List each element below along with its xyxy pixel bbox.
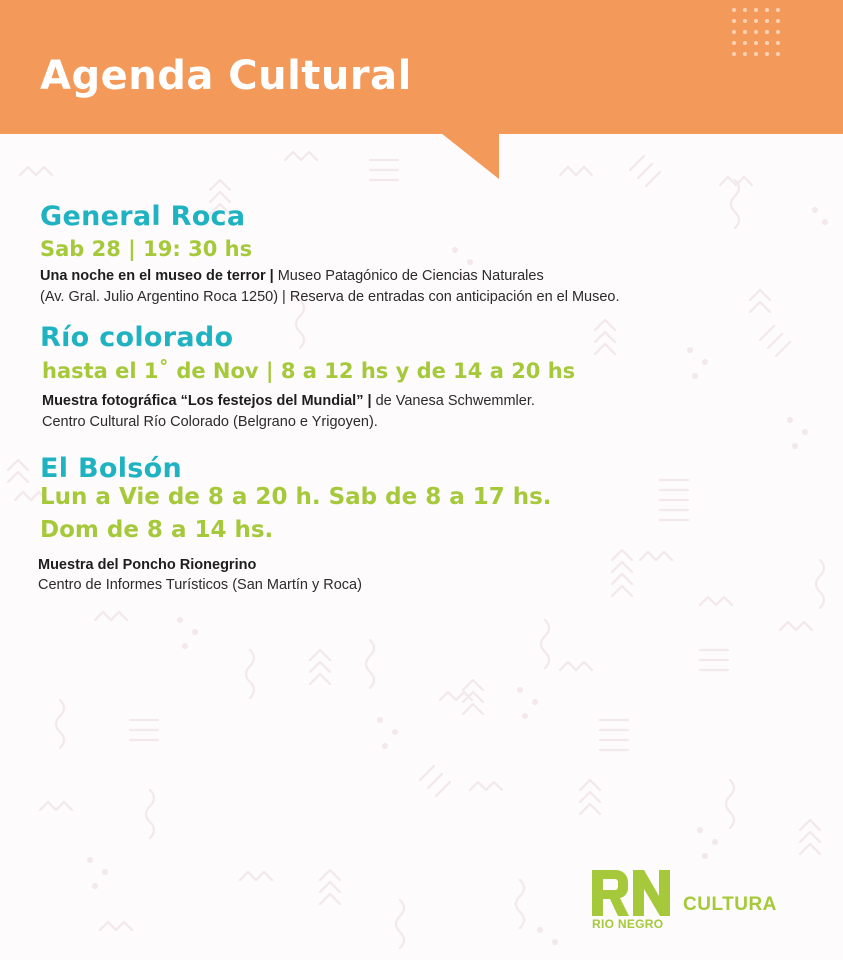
- event-city-el-bolson: El Bolsón: [40, 453, 183, 484]
- event-schedule-el-bolson-sunday: Dom de 8 a 14 hs.: [40, 517, 274, 543]
- header-speech-tail: [441, 133, 499, 179]
- event-address: (Av. Gral. Julio Argentino Roca 1250) | Reserva de entradas con anticipación en el Museo.: [40, 289, 620, 305]
- event-schedule-general-roca: Sab 28 | 19: 30 hs: [40, 237, 253, 261]
- event-venue: Museo Patagónico de Ciencias Naturales: [273, 268, 544, 284]
- event-city-rio-colorado: Río colorado: [40, 322, 234, 353]
- event-description-line: [38, 555, 256, 576]
- event-venue: Centro Cultural Río Colorado (Belgrano e Yrigoyen).: [42, 414, 378, 430]
- event-description-line: [40, 287, 620, 308]
- page-title: Agenda Cultural: [40, 53, 412, 99]
- event-title: Una noche en el museo de terror |: [40, 268, 274, 284]
- event-title: Muestra del Poncho Rionegrino: [38, 557, 257, 573]
- event-venue: Centro de Informes Turísticos (San Martín y Roca): [38, 577, 362, 593]
- event-description-line: [42, 391, 535, 412]
- event-description-line: [38, 575, 362, 596]
- event-author: de Vanesa Schwemmler.: [371, 393, 535, 409]
- event-description-line: [42, 412, 378, 433]
- event-schedule-el-bolson: Lun a Vie de 8 a 20 h. Sab de 8 a 17 hs.: [40, 484, 552, 510]
- rio-negro-logo-text: RIO NEGRO: [592, 917, 664, 931]
- event-schedule-rio-colorado: hasta el 1˚ de Nov | 8 a 12 hs y de 14 a 20 hs: [42, 359, 576, 383]
- event-description-line: [40, 266, 544, 287]
- event-title: Muestra fotográfica “Los festejos del Mundial” |: [42, 393, 372, 409]
- cultura-label: CULTURA: [683, 894, 777, 915]
- decorative-dots: [730, 6, 782, 58]
- event-city-general-roca: General Roca: [40, 201, 246, 232]
- rio-negro-logo-icon: [592, 870, 670, 916]
